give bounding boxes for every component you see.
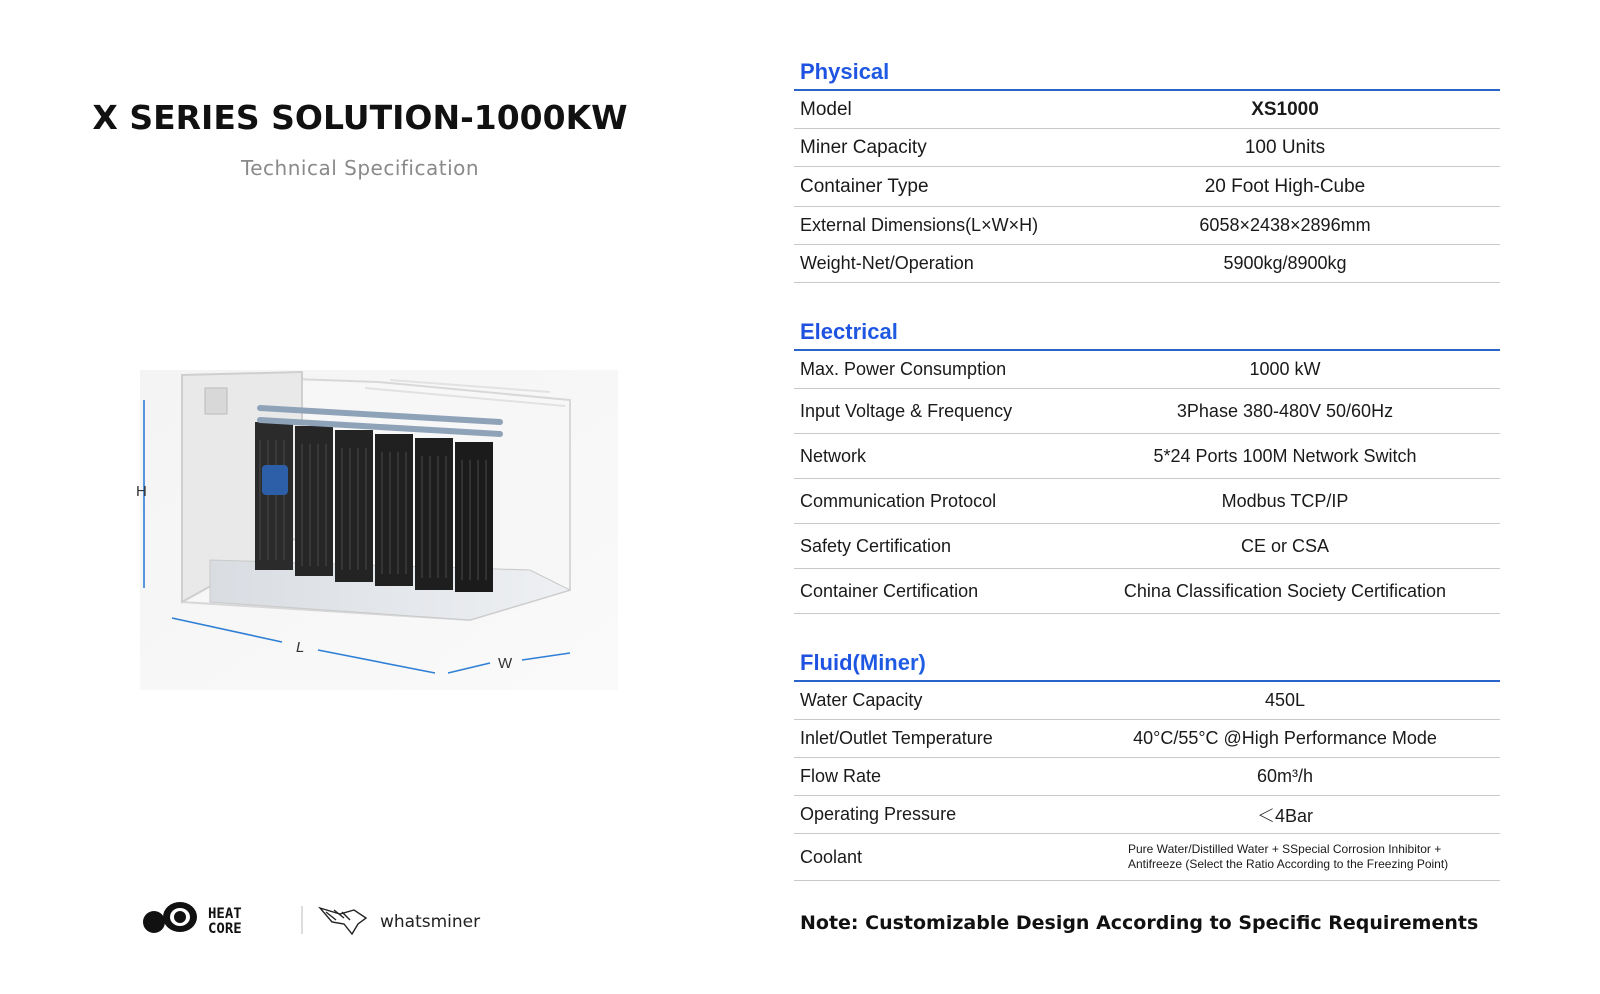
section-title-physical: Physical (794, 55, 1500, 89)
spec-label: Operating Pressure (800, 804, 957, 824)
rack-5 (415, 438, 453, 590)
spec-value: 3Phase 380-480V 50/60Hz (1176, 400, 1394, 421)
section-title-fluid: Fluid(Miner) (794, 646, 1500, 680)
spec-row-safety-certification (794, 524, 1500, 569)
spec-value: 20 Foot High-Cube (1204, 175, 1366, 197)
rack-4 (375, 434, 413, 586)
spec-row-inlet-outlet-temperature (794, 720, 1500, 758)
spec-label: Safety Certification (800, 535, 952, 556)
spec-value-coolant (1084, 842, 1500, 872)
page-title: X SERIES SOLUTION-1000KW (92, 98, 628, 137)
spec-label: Input Voltage & Frequency (800, 400, 1013, 421)
rack-3 (335, 430, 373, 582)
whatsminer-horse-icon (320, 908, 366, 934)
spec-value: CE or CSA (1240, 535, 1330, 556)
section-title-electrical: Electrical (794, 315, 1500, 349)
spec-label: Communication Protocol (800, 490, 997, 511)
spec-row-coolant (794, 834, 1500, 881)
spec-label: Weight-Net/Operation (800, 253, 974, 273)
spec-value: 60m³/h (1256, 766, 1314, 786)
heatcore-wordmark-top: HEAT (208, 906, 242, 922)
spec-label: Inlet/Outlet Temperature (800, 728, 993, 748)
spec-value: ＜4Bar (1256, 805, 1314, 826)
container-illustration (130, 370, 650, 720)
spec-value: 1000 kW (1249, 359, 1321, 379)
spec-label: Miner Capacity (800, 136, 927, 158)
coolant-line-2: Antifreeze (Select the Ratio According to the Freezing Point) (1128, 857, 1449, 871)
spec-row-flow-rate (794, 758, 1500, 796)
spec-row-container-certification (794, 569, 1500, 614)
coolant-line-1: Pure Water/Distilled Water + SSpecial Corrosion Inhibitor + (1128, 842, 1442, 856)
spec-label: Flow Rate (800, 766, 882, 786)
spec-value: China Classification Society Certification (1123, 580, 1447, 601)
spec-row-operating-pressure (794, 796, 1500, 834)
spec-row-container-type (794, 167, 1500, 207)
spec-value: 6058×2438×2896mm (1199, 215, 1371, 235)
spec-label: Network (800, 445, 867, 466)
spec-row-network (794, 434, 1500, 479)
spec-value: 450L (1264, 690, 1306, 710)
spec-row-input-voltage (794, 389, 1500, 434)
spec-row-max-power (794, 351, 1500, 389)
spec-row-weight (794, 245, 1500, 283)
rack-6 (455, 442, 493, 592)
electrical-box (205, 388, 227, 414)
height-label: H (136, 483, 147, 500)
section-electrical (794, 315, 1500, 351)
heatcore-logo-mark (143, 902, 197, 933)
page-subtitle: Technical Specification (240, 156, 480, 180)
spec-row-water-capacity (794, 682, 1500, 720)
spec-table (794, 55, 1500, 881)
heatcore-wordmark-bottom: CORE (208, 921, 242, 937)
spec-label: Container Certification (800, 580, 979, 601)
pump-unit (262, 465, 288, 495)
brand-logos (140, 900, 560, 940)
brand-logos-art (140, 900, 560, 940)
spec-label: Max. Power Consumption (800, 359, 1007, 379)
spec-row-miner-capacity (794, 129, 1500, 167)
spec-value: 5*24 Ports 100M Network Switch (1153, 445, 1417, 466)
spec-row-model (794, 91, 1500, 129)
width-label: W (498, 655, 513, 672)
spec-row-external-dimensions (794, 207, 1500, 245)
spec-row-communication-protocol (794, 479, 1500, 524)
rack-1 (255, 422, 293, 570)
customization-note: Note: Customizable Design According to Specific Requirements (800, 912, 1479, 934)
spec-label: Coolant (800, 846, 863, 867)
spec-label: Water Capacity (800, 690, 923, 710)
rack-2 (295, 426, 333, 576)
spec-label: External Dimensions(L×W×H) (800, 215, 1039, 235)
spec-label: Container Type (800, 175, 929, 197)
spec-value: Modbus TCP/IP (1221, 490, 1349, 511)
whatsminer-wordmark: whatsminer (380, 912, 481, 932)
spec-label: Model (800, 98, 852, 120)
length-label: L (296, 639, 305, 656)
section-physical (794, 55, 1500, 91)
spec-value: 100 Units (1244, 136, 1326, 158)
spec-value: XS1000 (1251, 98, 1319, 120)
spec-value: 40°C/55°C @High Performance Mode (1133, 728, 1437, 748)
spec-value: 5900kg/8900kg (1223, 253, 1347, 273)
section-fluid (794, 646, 1500, 682)
